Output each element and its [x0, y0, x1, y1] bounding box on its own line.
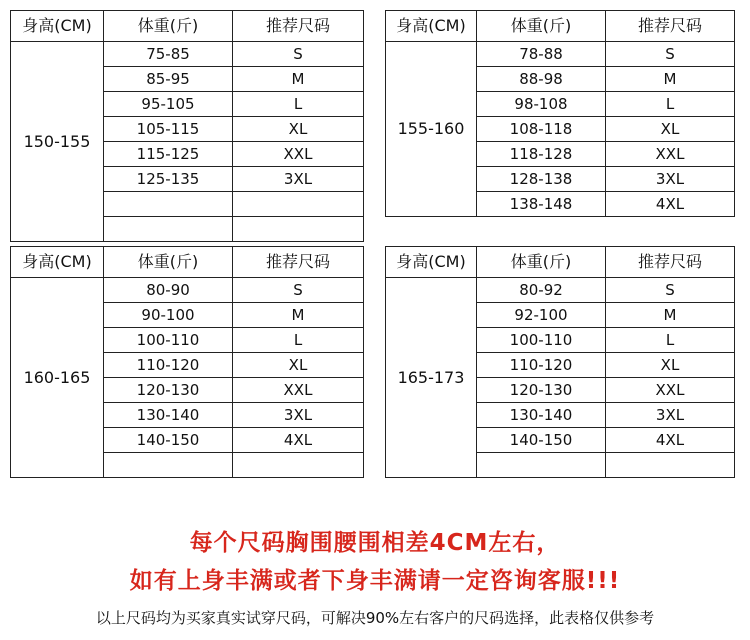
- size-cell: S: [606, 278, 735, 303]
- weight-cell: 110-120: [477, 353, 606, 378]
- size-cell: [233, 192, 364, 217]
- height-range-cell: 155-160: [386, 42, 477, 217]
- header-height: 身高(CM): [386, 247, 477, 278]
- size-cell: XL: [233, 353, 364, 378]
- weight-cell: 80-90: [104, 278, 233, 303]
- size-cell: S: [606, 42, 735, 67]
- weight-cell: 120-130: [477, 378, 606, 403]
- size-cell: L: [233, 328, 364, 353]
- consult-service-note: 如有上身丰满或者下身丰满请一定咨询客服!!!: [129, 568, 621, 594]
- size-cell: 4XL: [606, 192, 735, 217]
- size-cell: S: [233, 42, 364, 67]
- weight-cell: 108-118: [477, 117, 606, 142]
- header-weight: 体重(斤): [477, 11, 606, 42]
- size-cell: XXL: [606, 378, 735, 403]
- weight-cell: 95-105: [104, 92, 233, 117]
- weight-cell: 110-120: [104, 353, 233, 378]
- weight-cell: 130-140: [477, 403, 606, 428]
- header-weight: 体重(斤): [104, 247, 233, 278]
- weight-cell: 118-128: [477, 142, 606, 167]
- header-size: 推荐尺码: [606, 247, 735, 278]
- height-range-cell: 150-155: [11, 42, 104, 242]
- height-range-cell: 165-173: [386, 278, 477, 478]
- weight-cell: 78-88: [477, 42, 606, 67]
- weight-cell: 100-110: [104, 328, 233, 353]
- size-cell: L: [606, 92, 735, 117]
- weight-cell: 130-140: [104, 403, 233, 428]
- header-height: 身高(CM): [386, 11, 477, 42]
- size-cell: 4XL: [233, 428, 364, 453]
- size-cell: [233, 217, 364, 242]
- size-cell: XL: [233, 117, 364, 142]
- header-weight: 体重(斤): [104, 11, 233, 42]
- size-difference-note: 每个尺码胸围腰围相差4CM左右，: [189, 530, 561, 556]
- header-height: 身高(CM): [11, 247, 104, 278]
- size-table-165-173: [385, 246, 735, 478]
- size-cell: 3XL: [606, 167, 735, 192]
- weight-cell: 105-115: [104, 117, 233, 142]
- header-height: 身高(CM): [11, 11, 104, 42]
- weight-cell: [104, 192, 233, 217]
- height-range-cell: 160-165: [11, 278, 104, 478]
- size-cell: 4XL: [606, 428, 735, 453]
- weight-cell: 115-125: [104, 142, 233, 167]
- header-size: 推荐尺码: [606, 11, 735, 42]
- size-cell: M: [606, 303, 735, 328]
- weight-cell: 128-138: [477, 167, 606, 192]
- size-cell: 3XL: [233, 167, 364, 192]
- weight-cell: [104, 453, 233, 478]
- weight-cell: 90-100: [104, 303, 233, 328]
- weight-cell: [477, 453, 606, 478]
- size-cell: 3XL: [606, 403, 735, 428]
- weight-cell: 85-95: [104, 67, 233, 92]
- header-size: 推荐尺码: [233, 11, 364, 42]
- weight-cell: 138-148: [477, 192, 606, 217]
- weight-cell: 88-98: [477, 67, 606, 92]
- size-cell: M: [606, 67, 735, 92]
- size-cell: L: [606, 328, 735, 353]
- header-size: 推荐尺码: [233, 247, 364, 278]
- weight-cell: 125-135: [104, 167, 233, 192]
- header-weight: 体重(斤): [477, 247, 606, 278]
- size-cell: [606, 453, 735, 478]
- size-cell: XXL: [606, 142, 735, 167]
- size-cell: 3XL: [233, 403, 364, 428]
- size-cell: XL: [606, 353, 735, 378]
- size-table-155-160: [385, 10, 735, 217]
- size-table-150-155: [10, 10, 364, 242]
- weight-cell: 92-100: [477, 303, 606, 328]
- size-cell: XL: [606, 117, 735, 142]
- weight-cell: [104, 217, 233, 242]
- size-cell: XXL: [233, 378, 364, 403]
- size-table-160-165: [10, 246, 364, 478]
- size-cell: M: [233, 303, 364, 328]
- weight-cell: 100-110: [477, 328, 606, 353]
- weight-cell: 120-130: [104, 378, 233, 403]
- weight-cell: 140-150: [477, 428, 606, 453]
- size-cell: [233, 453, 364, 478]
- weight-cell: 75-85: [104, 42, 233, 67]
- weight-cell: 98-108: [477, 92, 606, 117]
- weight-cell: 140-150: [104, 428, 233, 453]
- reference-disclaimer: 以上尺码均为买家真实试穿尺码，可解决90%左右客户的尺码选择，此表格仅供参考: [95, 609, 655, 627]
- size-cell: S: [233, 278, 364, 303]
- weight-cell: 80-92: [477, 278, 606, 303]
- size-cell: XXL: [233, 142, 364, 167]
- size-cell: M: [233, 67, 364, 92]
- size-cell: L: [233, 92, 364, 117]
